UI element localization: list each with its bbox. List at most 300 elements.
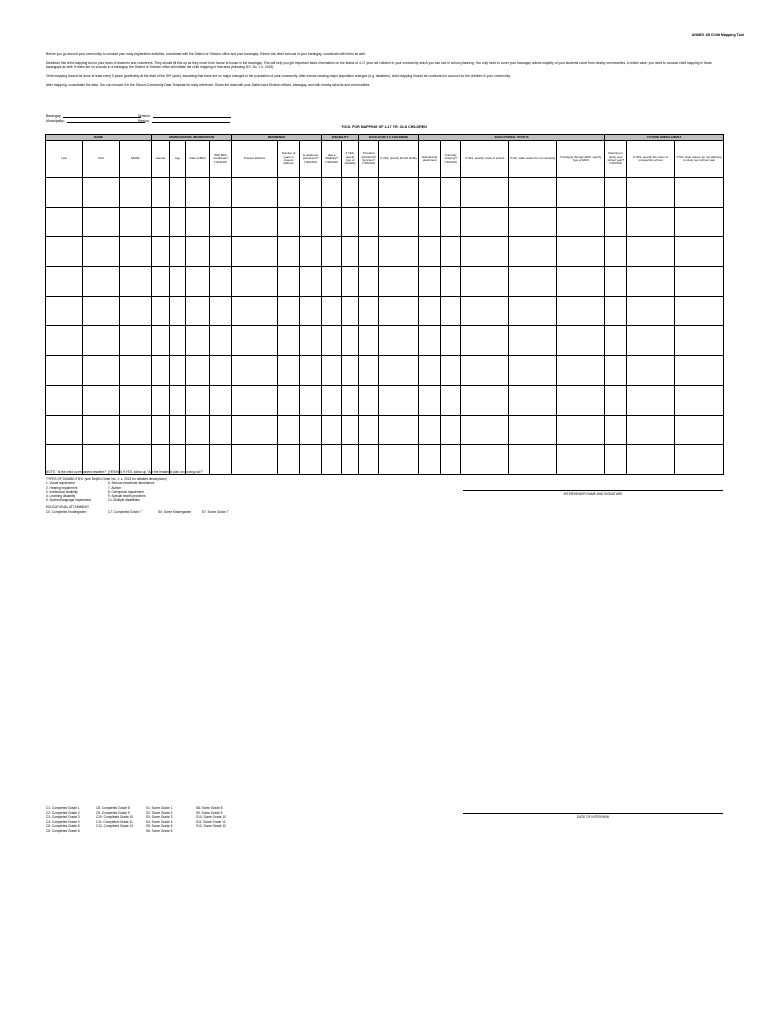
entry-cell[interactable]: [83, 237, 120, 267]
entry-cell[interactable]: [557, 267, 605, 297]
group-demographic: DEMOGRAPHIC INFORMATION: [152, 135, 232, 141]
code-item: C1: Completed Grade 1: [46, 806, 80, 810]
entry-cell[interactable]: [379, 178, 419, 208]
entry-cell[interactable]: [278, 385, 300, 415]
entry-cell[interactable]: [379, 356, 419, 386]
entry-cell[interactable]: [675, 267, 724, 297]
entry-cell[interactable]: [605, 296, 627, 326]
table-row: [46, 326, 724, 356]
disability-item: 9. Special health problems: [108, 494, 146, 499]
entry-cell[interactable]: [461, 445, 509, 475]
entry-cell[interactable]: [627, 415, 675, 445]
entry-cell[interactable]: [322, 385, 342, 415]
entry-cell[interactable]: [461, 415, 509, 445]
entry-cell[interactable]: [322, 415, 342, 445]
entry-cell[interactable]: [342, 178, 359, 208]
entry-cell[interactable]: [300, 445, 322, 475]
entry-cell[interactable]: [46, 267, 83, 297]
entry-cell[interactable]: [441, 207, 461, 237]
entry-cell[interactable]: [419, 385, 441, 415]
disability-item: 8. Orthopedic impairment: [108, 489, 144, 494]
entry-cell[interactable]: [120, 296, 152, 326]
entry-cell[interactable]: [342, 356, 359, 386]
entry-cell[interactable]: [46, 385, 83, 415]
entry-cell[interactable]: [278, 178, 300, 208]
entry-cell[interactable]: [675, 415, 724, 445]
entry-cell[interactable]: [152, 356, 170, 386]
annex-label: ANNEX 1B Child Mapping Tool: [691, 33, 744, 37]
entry-cell[interactable]: [379, 415, 419, 445]
entry-cell[interactable]: [675, 237, 724, 267]
entry-cell[interactable]: [322, 207, 342, 237]
entry-cell[interactable]: [359, 445, 379, 475]
entry-cell[interactable]: [509, 326, 557, 356]
entry-cell[interactable]: [83, 356, 120, 386]
entry-cell[interactable]: [210, 415, 232, 445]
column-header: Present address: [232, 141, 278, 178]
entry-cell[interactable]: [46, 296, 83, 326]
entry-cell[interactable]: [152, 178, 170, 208]
column-header: If NO, state reason for not planning to study next school year: [675, 141, 724, 178]
table-row: [46, 267, 724, 297]
entry-cell[interactable]: [675, 385, 724, 415]
entry-cell[interactable]: [627, 237, 675, 267]
entry-cell[interactable]: [675, 356, 724, 386]
entry-cell[interactable]: [232, 415, 278, 445]
column-header: With Birth Certificate? (YES/NO): [210, 141, 232, 178]
entry-cell[interactable]: [322, 356, 342, 386]
entry-cell[interactable]: [461, 237, 509, 267]
entry-cell[interactable]: [509, 445, 557, 475]
entry-cell[interactable]: [441, 296, 461, 326]
entry-cell[interactable]: [509, 207, 557, 237]
entry-cell[interactable]: [232, 207, 278, 237]
disabilities-list: [46, 481, 228, 502]
entry-cell[interactable]: [152, 296, 170, 326]
entry-cell[interactable]: [186, 296, 210, 326]
attainment-code: C0: Completed Kindergarten: [46, 509, 87, 514]
entry-cell[interactable]: [232, 445, 278, 475]
code-item: S5: Some Grade 5: [146, 824, 173, 829]
entry-cell[interactable]: [441, 356, 461, 386]
entry-cell[interactable]: [322, 178, 342, 208]
code-item: S4: Some Grade 4: [146, 819, 173, 824]
entry-cell[interactable]: [461, 178, 509, 208]
group-disability: DISABILITY: [322, 135, 359, 141]
entry-cell[interactable]: [83, 385, 120, 415]
entry-cell[interactable]: [342, 385, 359, 415]
entry-cell[interactable]: [278, 296, 300, 326]
codes-column: [46, 806, 96, 834]
entry-cell[interactable]: [170, 237, 186, 267]
entry-cell[interactable]: [379, 296, 419, 326]
column-header: Provided with ECCD Services? (YES/NO): [359, 141, 379, 178]
entry-cell[interactable]: [605, 178, 627, 208]
entry-cell[interactable]: [627, 385, 675, 415]
entry-cell[interactable]: [186, 267, 210, 297]
entry-cell[interactable]: [419, 296, 441, 326]
code-item: S10: Some Grade 10: [196, 815, 226, 820]
entry-cell[interactable]: [170, 385, 186, 415]
entry-cell[interactable]: [461, 207, 509, 237]
entry-cell[interactable]: [557, 326, 605, 356]
entry-cell[interactable]: [419, 178, 441, 208]
entry-cell[interactable]: [170, 356, 186, 386]
entry-cell[interactable]: [210, 356, 232, 386]
entry-cell[interactable]: [441, 237, 461, 267]
entry-cell[interactable]: [557, 415, 605, 445]
instructions: [46, 52, 726, 92]
instruction-paragraph: Child mapping should be done at least every 5 years (preferably at the start of the SIP cycle), assuming that there are no major changes in the population of your community. After events causing major population changes (e.g. disasters), child mapping should be conducted to account for the children in your community.: [46, 74, 511, 78]
entry-cell[interactable]: [557, 237, 605, 267]
entry-cell[interactable]: [120, 356, 152, 386]
entry-cell[interactable]: [210, 296, 232, 326]
entry-cell[interactable]: [509, 356, 557, 386]
entry-cell[interactable]: [461, 296, 509, 326]
group-eccd: ECCD (FOR 4-5 CHILDREN): [359, 135, 419, 141]
column-header: Currently studying? (YES/NO): [441, 141, 461, 178]
entry-cell[interactable]: [232, 356, 278, 386]
entry-cell[interactable]: [46, 415, 83, 445]
entry-cell[interactable]: [359, 207, 379, 237]
entry-cell[interactable]: [675, 445, 724, 475]
code-item: C9: Completed Grade 9: [96, 810, 130, 815]
entry-cell[interactable]: [557, 385, 605, 415]
entry-cell[interactable]: [152, 385, 170, 415]
entry-cell[interactable]: [461, 267, 509, 297]
column-header: Age: [170, 141, 186, 178]
entry-cell[interactable]: [342, 296, 359, 326]
entry-cell[interactable]: [342, 207, 359, 237]
entry-cell[interactable]: [210, 178, 232, 208]
entry-cell[interactable]: [170, 415, 186, 445]
entry-cell[interactable]: [627, 296, 675, 326]
entry-cell[interactable]: [557, 296, 605, 326]
entry-cell[interactable]: [342, 267, 359, 297]
entry-cell[interactable]: [605, 415, 627, 445]
entry-cell[interactable]: [120, 326, 152, 356]
column-header: Date of Birth: [186, 141, 210, 178]
entry-cell[interactable]: [322, 296, 342, 326]
interview-date-line[interactable]: DATE OF INTERVIEW: [463, 813, 723, 819]
entry-cell[interactable]: [278, 326, 300, 356]
entry-cell[interactable]: [557, 356, 605, 386]
instruction-paragraph: Before you go around your community to conduct your early registration activities, coordinate with the District or Division office and your barangay. If there are other schools in your barangay, coordinate with them as well.: [46, 52, 366, 56]
code-item: S1: Some Grade 1: [146, 806, 173, 810]
attainment-code: S0: Some Kindergarten: [158, 509, 192, 514]
interviewer-signature-line[interactable]: INTERVIEWER NAME AND SIGNATURE: [463, 490, 723, 496]
entry-cell[interactable]: [186, 415, 210, 445]
region-label: Region:: [138, 119, 150, 123]
group-name: NAME: [46, 135, 152, 141]
entry-cell[interactable]: [210, 326, 232, 356]
entry-cell[interactable]: [605, 326, 627, 356]
entry-cell[interactable]: [419, 267, 441, 297]
entry-cell[interactable]: [120, 178, 152, 208]
entry-cell[interactable]: [46, 178, 83, 208]
code-item: C12: Completed Grade 12: [96, 824, 134, 829]
entry-cell[interactable]: [627, 207, 675, 237]
entry-cell[interactable]: [509, 296, 557, 326]
entry-cell[interactable]: [83, 178, 120, 208]
entry-cell[interactable]: [152, 207, 170, 237]
tool-title: TOOL FOR MAPPING OF 4-17 YR. OLD CHILDREN: [341, 125, 427, 129]
code-item: S3: Some Grade 3: [146, 815, 173, 820]
column-header: Gender: [152, 141, 170, 178]
entry-cell[interactable]: [83, 267, 120, 297]
entry-cell[interactable]: [83, 296, 120, 326]
entry-cell[interactable]: [342, 237, 359, 267]
entry-cell[interactable]: [342, 326, 359, 356]
code-item: S11: Some Grade 11: [196, 819, 226, 824]
entry-cell[interactable]: [627, 178, 675, 208]
entry-cell[interactable]: [557, 445, 605, 475]
entry-cell[interactable]: [461, 356, 509, 386]
code-item: C3: Completed Grade 3: [46, 815, 80, 820]
codes-column: [96, 806, 146, 834]
entry-cell[interactable]: [186, 326, 210, 356]
entry-cell[interactable]: [170, 178, 186, 208]
entry-cell[interactable]: [379, 267, 419, 297]
code-item: C6: Completed Grade 6: [46, 828, 80, 833]
table-row: [46, 415, 724, 445]
column-header: Educational attainment: [419, 141, 441, 178]
column-header: If YES, specify type of disability: [342, 141, 359, 178]
entry-cell[interactable]: [509, 415, 557, 445]
entry-cell[interactable]: [170, 326, 186, 356]
entry-cell[interactable]: [359, 178, 379, 208]
entry-cell[interactable]: [278, 207, 300, 237]
entry-cell[interactable]: [152, 326, 170, 356]
entry-cell[interactable]: [557, 207, 605, 237]
entry-cell[interactable]: [278, 237, 300, 267]
entry-cell[interactable]: [605, 237, 627, 267]
entry-cell[interactable]: [379, 445, 419, 475]
entry-cell[interactable]: [232, 326, 278, 356]
entry-cell[interactable]: [342, 445, 359, 475]
residence-note: NOTE: "Is the child a permanent resident?" (YES/NO) If YES, follow up "Are the residents plan on moving out?": [46, 470, 204, 474]
entry-cell[interactable]: [419, 445, 441, 475]
entry-cell[interactable]: [461, 326, 509, 356]
entry-cell[interactable]: [300, 296, 322, 326]
group-educational-status: EDUCATIONAL STATUS: [419, 135, 605, 141]
entry-cell[interactable]: [419, 326, 441, 356]
code-item: C11: Completed Grade 11: [96, 819, 133, 824]
column-header: If NO, state reason for not studying: [509, 141, 557, 178]
entry-cell[interactable]: [278, 267, 300, 297]
entry-cell[interactable]: [419, 207, 441, 237]
code-item: C10: Completed Grade 10: [96, 815, 134, 820]
entry-cell[interactable]: [605, 267, 627, 297]
code-item: C5: Completed Grade 5: [46, 824, 80, 829]
group-future-enrollment: FUTURE ENROLLMENT: [605, 135, 724, 141]
entry-cell[interactable]: [186, 385, 210, 415]
disabilities-title: TYPES OF DISABILITIES: (see DepEd Order No. 1, s. 2015 for detailed descriptions): [46, 477, 167, 482]
entry-cell[interactable]: [441, 445, 461, 475]
entry-cell[interactable]: [322, 267, 342, 297]
entry-cell[interactable]: [627, 445, 675, 475]
municipality-field[interactable]: [46, 119, 145, 123]
entry-cell[interactable]: [170, 267, 186, 297]
entry-cell[interactable]: [300, 415, 322, 445]
instruction-paragraph: After mapping, consolidate the data. You can encode it in the School-Community Data Template for easy reference. Share the data with your District and Division offices, barangay, and with nearby schools and communities.: [46, 82, 371, 87]
attainment-list: [46, 510, 228, 514]
entry-cell[interactable]: [359, 267, 379, 297]
disability-item: 3. Intellectual disability: [46, 489, 78, 494]
entry-cell[interactable]: [557, 178, 605, 208]
entry-cell[interactable]: [210, 267, 232, 297]
code-item: S12: Some Grade 12: [196, 824, 226, 829]
entry-cell[interactable]: [379, 207, 419, 237]
entry-cell[interactable]: [322, 326, 342, 356]
disability-item: 5. Speech/language impairment: [46, 498, 92, 503]
column-header: Last: [46, 141, 83, 178]
entry-cell[interactable]: [278, 415, 300, 445]
entry-cell[interactable]: [359, 326, 379, 356]
entry-cell[interactable]: [120, 385, 152, 415]
disability-item: 4. Learning disability: [46, 494, 76, 499]
entry-cell[interactable]: [232, 178, 278, 208]
entry-cell[interactable]: [300, 207, 322, 237]
entry-cell[interactable]: [210, 237, 232, 267]
attainment-codes: [46, 806, 246, 834]
entry-cell[interactable]: [83, 326, 120, 356]
entry-cell[interactable]: [419, 415, 441, 445]
column-header: If studying through ADM, specify type of ADM: [557, 141, 605, 178]
group-residence: RESIDENCE: [232, 135, 322, 141]
entry-cell[interactable]: [461, 385, 509, 415]
entry-cell[interactable]: [170, 296, 186, 326]
entry-cell[interactable]: [605, 445, 627, 475]
entry-cell[interactable]: [379, 385, 419, 415]
entry-cell[interactable]: [186, 207, 210, 237]
entry-cell[interactable]: [359, 237, 379, 267]
entry-cell[interactable]: [359, 296, 379, 326]
entry-cell[interactable]: [322, 445, 342, 475]
entry-cell[interactable]: [342, 415, 359, 445]
entry-cell[interactable]: [300, 237, 322, 267]
mapping-table: [45, 134, 724, 475]
disability-item: 6. Serious emotional disturbance: [108, 481, 155, 486]
entry-cell[interactable]: [46, 237, 83, 267]
entry-cell[interactable]: [210, 207, 232, 237]
entry-cell[interactable]: [170, 207, 186, 237]
entry-cell[interactable]: [186, 178, 210, 208]
entry-cell[interactable]: [441, 178, 461, 208]
entry-cell[interactable]: [278, 356, 300, 386]
column-header: If YES, specify the name of prospective school: [627, 141, 675, 178]
entry-cell[interactable]: [509, 178, 557, 208]
division-label: Division:: [138, 114, 151, 118]
entry-cell[interactable]: [300, 385, 322, 415]
code-item: C8: Completed Grade 8: [96, 806, 130, 810]
table-row: [46, 237, 724, 267]
entry-cell[interactable]: [186, 356, 210, 386]
division-field[interactable]: [138, 114, 231, 118]
entry-cell[interactable]: [509, 267, 557, 297]
entry-cell[interactable]: [152, 415, 170, 445]
disability-item: 1. Visual impairment: [46, 481, 75, 486]
entry-cell[interactable]: [300, 326, 322, 356]
barangay-field[interactable]: [46, 114, 141, 118]
column-header: Middle: [120, 141, 152, 178]
entry-cell[interactable]: [46, 207, 83, 237]
entry-cell[interactable]: [83, 415, 120, 445]
entry-cell[interactable]: [359, 356, 379, 386]
entry-cell[interactable]: [120, 237, 152, 267]
entry-cell[interactable]: [675, 178, 724, 208]
entry-cell[interactable]: [441, 267, 461, 297]
entry-cell[interactable]: [120, 415, 152, 445]
entry-cell[interactable]: [675, 207, 724, 237]
entry-cell[interactable]: [120, 207, 152, 237]
entry-cell[interactable]: [46, 326, 83, 356]
entry-cell[interactable]: [675, 326, 724, 356]
table-row: [46, 207, 724, 237]
entry-cell[interactable]: [379, 326, 419, 356]
entry-cell[interactable]: [509, 385, 557, 415]
entry-cell[interactable]: [359, 415, 379, 445]
entry-cell[interactable]: [232, 267, 278, 297]
attainment-code: S7: Some Grade 7: [202, 509, 229, 514]
entry-cell[interactable]: [186, 237, 210, 267]
entry-cell[interactable]: [300, 356, 322, 386]
entry-cell[interactable]: [210, 385, 232, 415]
entry-cell[interactable]: [441, 415, 461, 445]
entry-cell[interactable]: [605, 385, 627, 415]
entry-cell[interactable]: [419, 356, 441, 386]
entry-cell[interactable]: [379, 237, 419, 267]
entry-cell[interactable]: [627, 267, 675, 297]
entry-cell[interactable]: [232, 237, 278, 267]
codes-column: [146, 806, 196, 834]
entry-cell[interactable]: [627, 356, 675, 386]
entry-cell[interactable]: [359, 385, 379, 415]
entry-cell[interactable]: [120, 267, 152, 297]
entry-cell[interactable]: [441, 326, 461, 356]
column-header: If YES, specify ECCD facility: [379, 141, 419, 178]
entry-cell[interactable]: [509, 237, 557, 267]
code-item: C2: Completed Grade 2: [46, 810, 80, 815]
entry-cell[interactable]: [232, 296, 278, 326]
code-item: S6: Some Grade 6: [146, 828, 173, 833]
entry-cell[interactable]: [605, 207, 627, 237]
column-header: Number of years in present address: [278, 141, 300, 178]
entry-cell[interactable]: [46, 356, 83, 386]
entry-cell[interactable]: [300, 178, 322, 208]
entry-cell[interactable]: [152, 237, 170, 267]
entry-cell[interactable]: [419, 237, 441, 267]
entry-cell[interactable]: [627, 326, 675, 356]
entry-cell[interactable]: [322, 237, 342, 267]
code-item: C4: Completed Grade 4: [46, 819, 80, 824]
entry-cell[interactable]: [300, 267, 322, 297]
entry-cell[interactable]: [152, 267, 170, 297]
entry-cell[interactable]: [675, 296, 724, 326]
codes-column: [196, 806, 246, 834]
column-header: Planning to study next school year? (YES/NO): [605, 141, 627, 178]
entry-cell[interactable]: [278, 445, 300, 475]
barangay-label: Barangay:: [46, 114, 62, 118]
table-row: [46, 296, 724, 326]
table-row: [46, 385, 724, 415]
entry-cell[interactable]: [232, 385, 278, 415]
region-field[interactable]: [138, 119, 230, 123]
entry-cell[interactable]: [605, 356, 627, 386]
entry-cell[interactable]: [441, 385, 461, 415]
column-header: If YES, specify name of school: [461, 141, 509, 178]
entry-cell[interactable]: [83, 207, 120, 237]
